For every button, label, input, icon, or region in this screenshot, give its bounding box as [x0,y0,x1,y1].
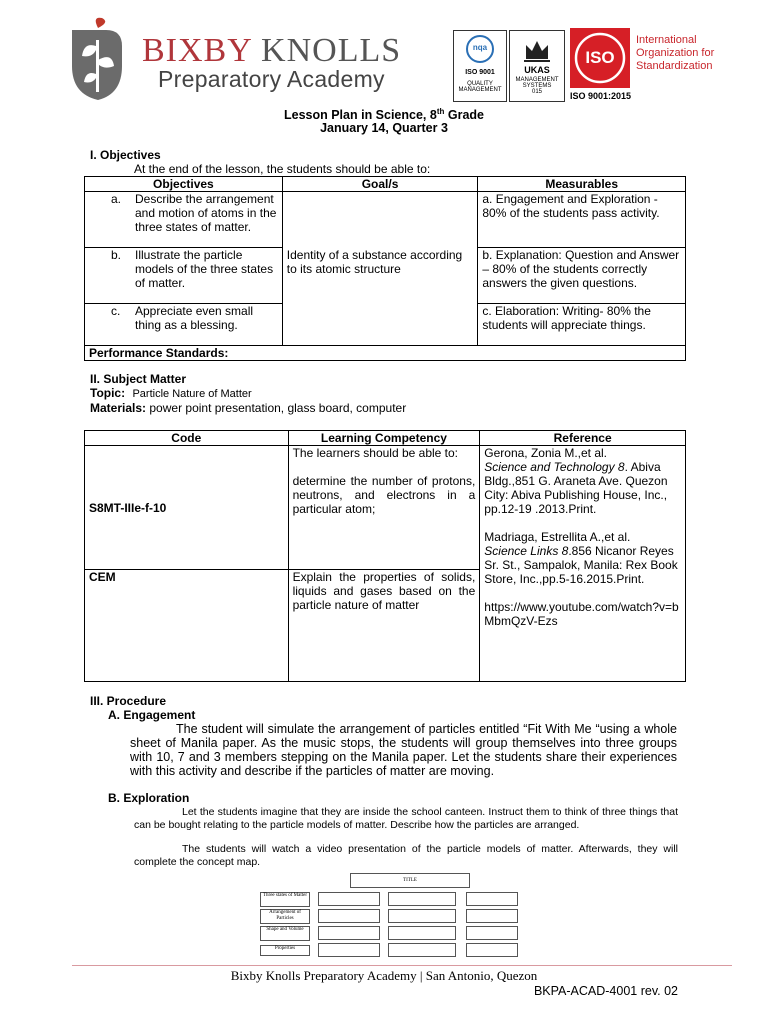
engagement-text: The student will simulate the arrangement of particles entitled “Fit With Me “using a whole sheet of Manila paper. As the music stops, the students will group themselves into three groups with 10, 7 and 3 members stepping on the Manila paper. Let the students share their experiences with this activity and describe if the particles of matter are moving. [130,722,677,778]
performance-standards: Performance Standards: [85,346,686,361]
measurable-a: a. Engagement and Exploration - 80% of the students pass activity. [478,192,686,248]
concept-map-cell [466,943,518,957]
nqa-certification-badge: nqa ISO 9001 QUALITY MANAGEMENT [453,30,507,102]
iso-standard-label: ISO 9001:2015 [570,91,632,101]
letterhead [60,12,740,102]
concept-map-cell [466,892,518,906]
concept-map-cell [466,926,518,940]
footer-divider [72,965,732,966]
topic-line: Topic: Particle Nature of Matter [90,386,252,400]
school-name: BIXBY KNOLLS [142,32,402,69]
competency-cell-1: The learners should be able to: determine the number of protons, neutrons, and electrons in a particular atom; [288,446,480,570]
materials-line: Materials: power point presentation, glass board, computer [90,401,407,415]
procedure-heading: III. Procedure [90,694,167,708]
objective-b: b. Illustrate the particle models of the three states of matter. [85,248,283,304]
footer-text: Bixby Knolls Preparatory Academy | San Antonio, Quezon [230,968,538,983]
concept-map-cell [466,909,518,923]
concept-map-cell [318,926,380,940]
exploration-heading: B. Exploration [108,791,190,805]
iso-logo-icon: ISO [570,28,630,88]
concept-map-row-label: Arrangement of Particles [260,909,310,924]
concept-map [258,870,518,962]
subject-matter-heading: II. Subject Matter [90,372,187,386]
document-revision: BKPA-ACAD-4001 rev. 02 [533,984,678,998]
concept-map-cell [388,909,456,923]
school-subtitle: Preparatory Academy [158,66,385,92]
concept-map-cell [388,926,456,940]
measurables-col-header: Measurables [478,177,686,192]
engagement-heading: A. Engagement [108,708,196,722]
code-cell-2: CEM [85,570,289,682]
objective-c: c. Appreciate even small thing as a blessing. [85,304,283,346]
objective-a: a. Describe the arrangement and motion of atoms in the three states of matter. [85,192,283,248]
lesson-date: January 14, Quarter 3 [320,121,448,135]
objectives-intro: At the end of the lesson, the students should be able to: [134,162,431,176]
measurable-c: c. Elaboration: Writing- 80% the students will appreciate things. [478,304,686,346]
objectives-table [84,176,686,361]
ukas-certification-badge: UKAS MANAGEMENT SYSTEMS 015 [509,30,565,102]
objectives-heading: I. Objectives [90,148,161,162]
iso-organization-name: International Organization for Standardization [636,34,715,72]
competency-table [84,430,686,682]
code-col-header: Code [85,431,289,446]
concept-map-title-box: TITLE [350,873,470,888]
reference-cell: Gerona, Zonia M.,et al. Science and Technology 8. Abiva Bldg.,851 G. Araneta Ave. Quezon City: Abiva Publishing House, Inc., pp.12-19 .2013.Print. Madriaga, Estrellita A.,et al. Science Links 8.856 Nicanor Reyes Sr. St., Sampalok, Manila: Rex Book Store, Inc.,pp.5-16.2015.Print. https://www.youtube.com/watch?v=bMbmQzV-Ezs [480,446,686,682]
concept-map-cell [318,892,380,906]
concept-map-cell [318,943,380,957]
concept-map-row-label: Properties [260,945,310,956]
goal-cell: Identity of a substance according to its atomic structure [282,192,478,346]
reference-col-header: Reference [480,431,686,446]
concept-map-cell [388,943,456,957]
exploration-text-2: The students will watch a video presentation of the particle models of matter. Afterwards, they will complete the concept map. [134,843,678,868]
competency-col-header: Learning Competency [288,431,480,446]
concept-map-cell [318,909,380,923]
concept-map-row-label: Three states of Matter [260,892,310,907]
concept-map-cell [388,892,456,906]
measurable-b: b. Explanation: Question and Answer – 80% of the students correctly answers the given questions. [478,248,686,304]
code-cell-1: S8MT-IIIe-f-10 [85,446,289,570]
exploration-text-1: Let the students imagine that they are inside the school canteen. Instruct them to think of three things that can be bought relating to the particle models of matter. Describe how the particles are arranged. [134,806,678,831]
competency-cell-2: Explain the properties of solids, liquids and gases based on the particle nature of matter [288,570,480,682]
objectives-col-header: Objectives [85,177,283,192]
concept-map-row-label: Shape and Volume [260,926,310,941]
lesson-title: Lesson Plan in Science, 8th Grade [283,107,484,123]
goals-col-header: Goal/s [282,177,478,192]
school-logo-icon [66,16,130,100]
crown-icon [510,35,564,65]
